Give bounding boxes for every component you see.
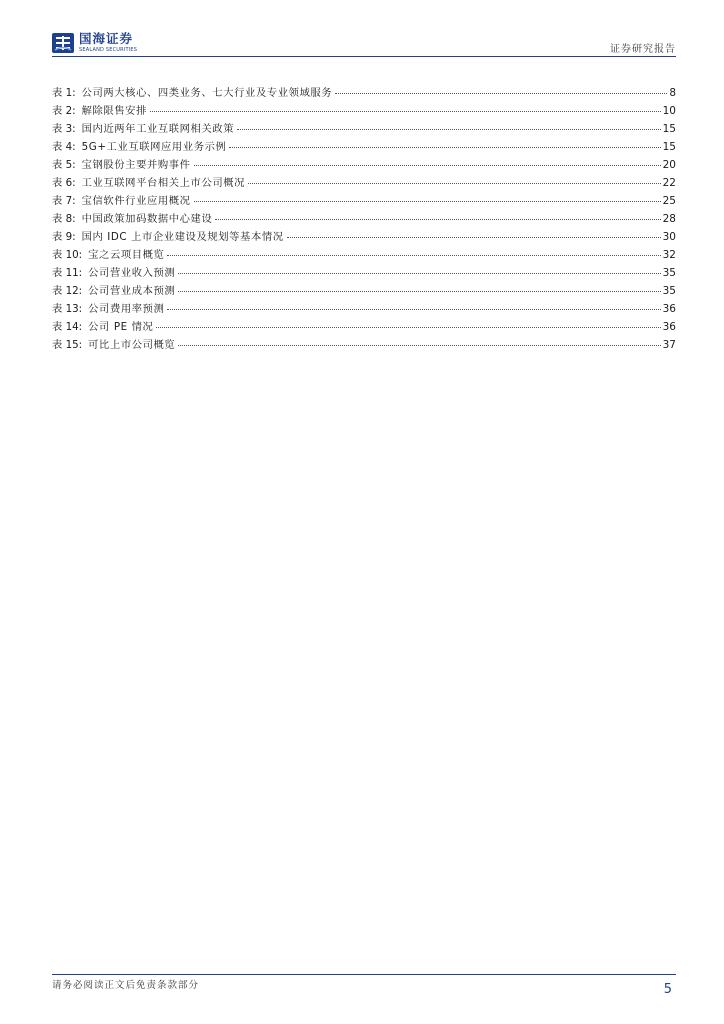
logo-english-name: SEALAND SECURITIES bbox=[79, 46, 138, 53]
toc-dot-leader bbox=[335, 84, 667, 94]
toc-entry-title: 公司营业成本预测 bbox=[88, 285, 176, 297]
toc-entry-page: 32 bbox=[662, 249, 676, 261]
toc-entry-number: 表 14: bbox=[52, 321, 83, 333]
toc-dot-leader bbox=[178, 264, 660, 274]
toc-entry[interactable] bbox=[52, 210, 676, 228]
toc-dot-leader bbox=[248, 174, 661, 184]
toc-entry-page: 28 bbox=[662, 213, 676, 225]
toc-entry[interactable] bbox=[52, 156, 676, 174]
toc-entry-title: 宝信软件行业应用概况 bbox=[81, 195, 191, 207]
toc-entry-number: 表 3: bbox=[52, 123, 76, 135]
footer-disclaimer: 请务必阅读正文后免责条款部分 bbox=[52, 980, 200, 991]
toc-dot-leader bbox=[178, 336, 660, 346]
toc-entry-page: 36 bbox=[662, 321, 676, 333]
toc-entry-title: 公司 PE 情况 bbox=[88, 321, 154, 333]
toc-entry[interactable] bbox=[52, 102, 676, 120]
toc-entry-page: 10 bbox=[662, 105, 676, 117]
sealand-logo-icon bbox=[52, 33, 74, 53]
toc-entry-page: 30 bbox=[662, 231, 676, 243]
toc-entry-number: 表 8: bbox=[52, 213, 76, 225]
toc-entry-number: 表 12: bbox=[52, 285, 83, 297]
toc-entry-page: 22 bbox=[662, 177, 676, 189]
toc-entry[interactable] bbox=[52, 300, 676, 318]
toc-dot-leader bbox=[215, 210, 660, 220]
report-type-label: 证券研究报告 bbox=[610, 44, 676, 55]
toc-entry-number: 表 5: bbox=[52, 159, 76, 171]
toc-entry-number: 表 13: bbox=[52, 303, 83, 315]
toc-entry-title: 宝钢股份主要并购事件 bbox=[81, 159, 191, 171]
toc-entry-title: 工业互联网平台相关上市公司概况 bbox=[81, 177, 246, 189]
page-header bbox=[52, 30, 676, 56]
toc-entry-title: 公司费用率预测 bbox=[88, 303, 165, 315]
toc-entry-page: 35 bbox=[662, 267, 676, 279]
toc-dot-leader bbox=[167, 246, 660, 256]
toc-entry-title: 宝之云项目概览 bbox=[88, 249, 165, 261]
toc-entry-number: 表 1: bbox=[52, 87, 76, 99]
toc-entry-title: 5G+工业互联网应用业务示例 bbox=[81, 141, 227, 153]
toc-entry-page: 36 bbox=[662, 303, 676, 315]
toc-entry[interactable] bbox=[52, 120, 676, 138]
toc-dot-leader bbox=[229, 138, 660, 148]
toc-dot-leader bbox=[150, 102, 661, 112]
toc-entry-page: 8 bbox=[669, 87, 676, 99]
company-logo bbox=[52, 30, 137, 56]
toc-dot-leader bbox=[156, 318, 660, 328]
toc-entry-page: 37 bbox=[662, 339, 676, 351]
toc-dot-leader bbox=[167, 300, 660, 310]
toc-dot-leader bbox=[287, 228, 661, 238]
toc-entry-number: 表 6: bbox=[52, 177, 76, 189]
toc-entry[interactable] bbox=[52, 264, 676, 282]
toc-entry[interactable] bbox=[52, 282, 676, 300]
toc-entry-page: 15 bbox=[662, 123, 676, 135]
toc-dot-leader bbox=[194, 156, 661, 166]
toc-entry-number: 表 2: bbox=[52, 105, 76, 117]
toc-entry-page: 20 bbox=[662, 159, 676, 171]
header-divider bbox=[52, 56, 676, 57]
toc-entry[interactable] bbox=[52, 192, 676, 210]
toc-entry-page: 25 bbox=[662, 195, 676, 207]
page-number: 5 bbox=[663, 982, 672, 997]
toc-entry-title: 中国政策加码数据中心建设 bbox=[81, 213, 213, 225]
toc-entry[interactable] bbox=[52, 138, 676, 156]
toc-dot-leader bbox=[194, 192, 661, 202]
toc-entry[interactable] bbox=[52, 174, 676, 192]
toc-entry-title: 国内近两年工业互联网相关政策 bbox=[81, 123, 235, 135]
toc-entry[interactable] bbox=[52, 318, 676, 336]
toc-entry-number: 表 11: bbox=[52, 267, 83, 279]
toc-entry-title: 公司营业收入预测 bbox=[88, 267, 176, 279]
toc-entry-number: 表 10: bbox=[52, 249, 83, 261]
table-of-tables bbox=[52, 84, 676, 354]
toc-entry-page: 35 bbox=[662, 285, 676, 297]
toc-entry[interactable] bbox=[52, 336, 676, 354]
toc-entry[interactable] bbox=[52, 84, 676, 102]
logo-chinese-name: 国海证券 bbox=[79, 31, 134, 47]
toc-entry-title: 解除限售安排 bbox=[81, 105, 147, 117]
toc-entry-number: 表 15: bbox=[52, 339, 83, 351]
toc-entry-title: 国内 IDC 上市企业建设及规划等基本情况 bbox=[81, 231, 284, 243]
toc-dot-leader bbox=[178, 282, 660, 292]
toc-entry-number: 表 4: bbox=[52, 141, 76, 153]
toc-entry-number: 表 7: bbox=[52, 195, 76, 207]
toc-entry-title: 可比上市公司概览 bbox=[88, 339, 176, 351]
toc-dot-leader bbox=[237, 120, 660, 130]
toc-entry[interactable] bbox=[52, 246, 676, 264]
toc-entry-title: 公司两大核心、四类业务、七大行业及专业领域服务 bbox=[81, 87, 333, 99]
footer-divider bbox=[52, 974, 676, 975]
toc-entry[interactable] bbox=[52, 228, 676, 246]
toc-entry-page: 15 bbox=[662, 141, 676, 153]
toc-entry-number: 表 9: bbox=[52, 231, 76, 243]
